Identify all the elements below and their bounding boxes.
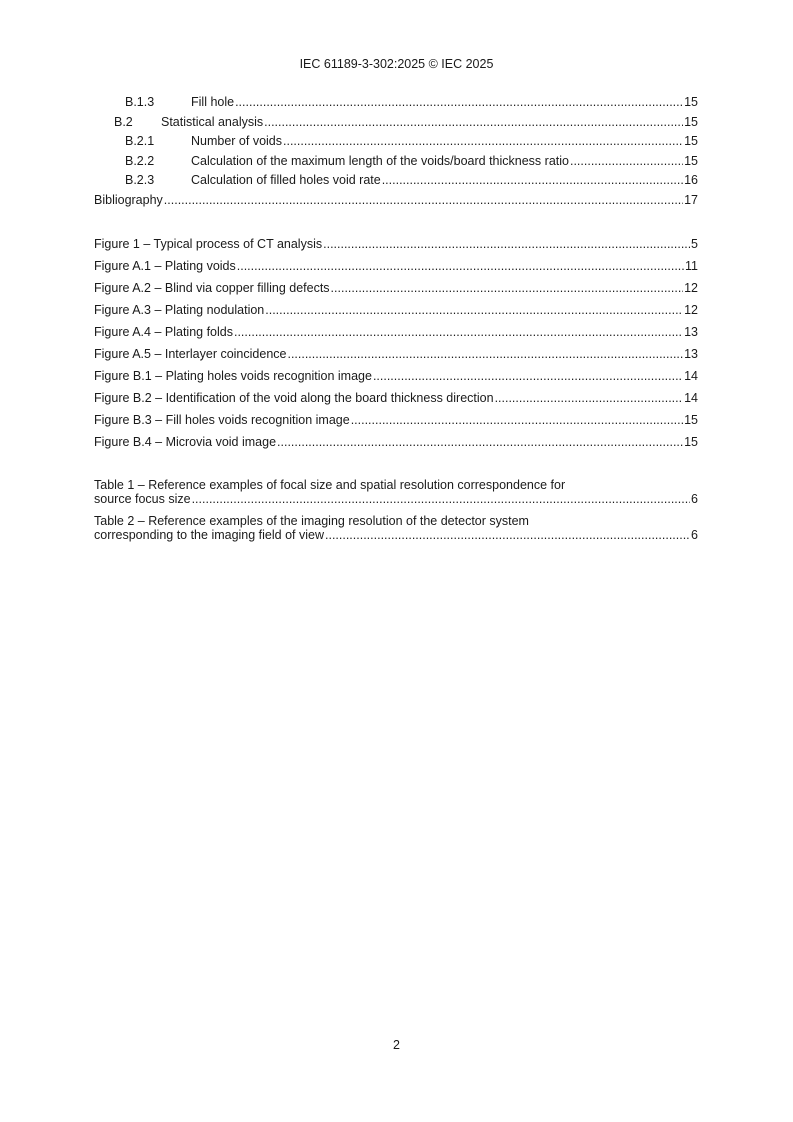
figure-entry-title: Figure A.2 – Blind via copper filling defects bbox=[94, 281, 330, 295]
toc-entry-b-2-3[interactable] bbox=[94, 173, 698, 193]
leader-dots bbox=[373, 369, 683, 383]
figure-entry-page: 15 bbox=[684, 413, 698, 427]
toc-entry-page: 15 bbox=[684, 134, 698, 148]
table-entry-page: 6 bbox=[691, 528, 698, 542]
leader-dots bbox=[495, 391, 684, 405]
figure-entry[interactable] bbox=[94, 413, 698, 435]
toc-entry-b-2[interactable] bbox=[94, 115, 698, 135]
table-entry-title-line2: source focus size bbox=[94, 492, 191, 506]
toc-entry-number: B.2 bbox=[114, 114, 133, 129]
figure-entry-title: Figure 1 – Typical process of CT analysis bbox=[94, 237, 323, 251]
table-entry-title-line1: Table 1 – Reference examples of focal size and spatial resolution correspondence for bbox=[94, 478, 566, 492]
leader-dots bbox=[192, 492, 690, 506]
leader-dots bbox=[323, 237, 690, 251]
toc-entry-page: 15 bbox=[684, 95, 698, 109]
list-of-figures bbox=[94, 237, 698, 457]
leader-dots bbox=[237, 259, 684, 273]
leader-dots bbox=[265, 303, 683, 317]
figure-entry-title: Figure A.5 – Interlayer coincidence bbox=[94, 347, 287, 361]
toc-entry-title: Bibliography bbox=[94, 192, 163, 207]
leader-dots bbox=[234, 325, 683, 339]
toc-entry-title: Fill hole bbox=[191, 95, 235, 109]
table-entry[interactable] bbox=[94, 478, 698, 506]
table-entry-title-line2: corresponding to the imaging field of view bbox=[94, 528, 324, 542]
toc-entry-number: B.2.2 bbox=[125, 153, 155, 168]
toc-entry-page: 17 bbox=[684, 192, 698, 207]
figure-entry[interactable] bbox=[94, 259, 698, 281]
page-number: 2 bbox=[393, 1038, 400, 1052]
leader-dots bbox=[331, 281, 684, 295]
figure-entry-page: 14 bbox=[684, 369, 698, 383]
toc-entry-title: Number of voids bbox=[191, 134, 283, 148]
toc-entry-number: B.1.3 bbox=[125, 95, 155, 109]
figure-entry-page: 5 bbox=[691, 237, 698, 251]
page-header: IEC 61189-3-302:2025 © IEC 2025 bbox=[299, 57, 494, 71]
figure-entry-page: 14 bbox=[684, 391, 698, 405]
leader-dots bbox=[264, 115, 683, 129]
leader-dots bbox=[570, 154, 683, 168]
figure-entry-title: Figure A.3 – Plating nodulation bbox=[94, 303, 265, 317]
toc-entry-bibliography[interactable] bbox=[94, 193, 698, 213]
figure-entry-title: Figure B.2 – Identification of the void along the board thickness direction bbox=[94, 391, 494, 405]
table-entry-page: 6 bbox=[691, 492, 698, 506]
toc-sections bbox=[94, 95, 698, 212]
figure-entry-title: Figure A.1 – Plating voids bbox=[94, 259, 236, 273]
figure-entry[interactable] bbox=[94, 303, 698, 325]
figure-entry-title: Figure A.4 – Plating folds bbox=[94, 325, 233, 339]
figure-entry-title: Figure B.3 – Fill holes voids recognition image bbox=[94, 413, 350, 427]
figure-entry[interactable] bbox=[94, 237, 698, 259]
toc-entry-title: Calculation of filled holes void rate bbox=[191, 173, 381, 187]
figure-entry[interactable] bbox=[94, 325, 698, 347]
leader-dots bbox=[287, 347, 683, 361]
toc-entry-b-2-1[interactable] bbox=[94, 134, 698, 154]
figure-entry-page: 12 bbox=[684, 281, 698, 295]
list-of-tables bbox=[94, 478, 698, 542]
figure-entry[interactable] bbox=[94, 391, 698, 413]
toc-entry-b-2-2[interactable] bbox=[94, 154, 698, 174]
table-entry[interactable] bbox=[94, 514, 698, 542]
leader-dots bbox=[277, 435, 683, 449]
figure-entry-title: Figure B.4 – Microvia void image bbox=[94, 435, 277, 449]
figure-entry[interactable] bbox=[94, 369, 698, 391]
figure-entry-title: Figure B.1 – Plating holes voids recognition image bbox=[94, 369, 372, 383]
leader-dots bbox=[325, 528, 690, 542]
toc-entry-page: 16 bbox=[684, 173, 698, 187]
toc-entry-title: Statistical analysis bbox=[161, 114, 264, 129]
toc-entry-number: B.2.1 bbox=[125, 134, 155, 148]
toc-entry-page: 15 bbox=[684, 114, 698, 129]
figure-entry[interactable] bbox=[94, 281, 698, 303]
toc-entry-number: B.2.3 bbox=[125, 173, 155, 187]
figure-entry-page: 11 bbox=[685, 259, 698, 273]
toc-entry-b-1-3[interactable] bbox=[94, 95, 698, 115]
leader-dots bbox=[283, 134, 683, 148]
figure-entry[interactable] bbox=[94, 435, 698, 457]
leader-dots bbox=[351, 413, 683, 427]
leader-dots bbox=[382, 173, 683, 187]
figure-entry-page: 15 bbox=[684, 435, 698, 449]
figure-entry[interactable] bbox=[94, 347, 698, 369]
toc-entry-page: 15 bbox=[684, 153, 698, 168]
figure-entry-page: 13 bbox=[684, 325, 698, 339]
table-entry-title-line1: Table 2 – Reference examples of the imaging resolution of the detector system bbox=[94, 514, 529, 528]
toc-entry-title: Calculation of the maximum length of the voids/board thickness ratio bbox=[191, 153, 569, 168]
figure-entry-page: 12 bbox=[684, 303, 698, 317]
leader-dots bbox=[164, 193, 683, 207]
leader-dots bbox=[235, 95, 683, 109]
figure-entry-page: 13 bbox=[684, 347, 698, 361]
